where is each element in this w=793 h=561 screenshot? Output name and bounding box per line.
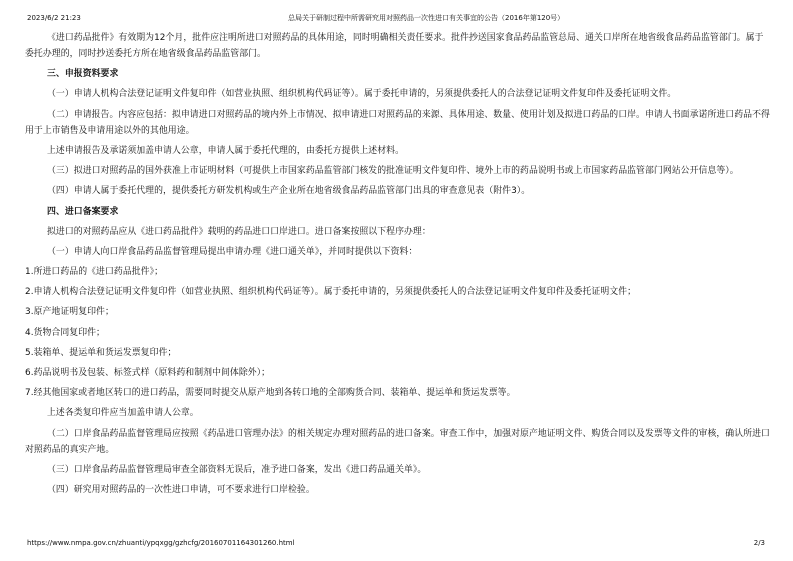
paragraph: 5.装箱单、提运单和货运发票复印件； (25, 347, 177, 358)
paragraph: 6.药品说明书及包装、标签式样（原料药和制剂中间体除外）； (25, 368, 271, 378)
paragraph: （二）口岸食品药品监督管理局应按照《药品进口管理办法》的相关规定办理对照药品的进口备案。审查工作中，加强对原产地证明文件、购货合同以及发票等文件的审核，确认所进口对照药品的真实产地。 (25, 428, 770, 455)
source-url[interactable]: https://www.nmpa.gov.cn/zhuanti/ypqxgg/gzhcfg/20160701164301260.html (27, 539, 295, 547)
page-footer (0, 537, 793, 549)
paragraph: （二）申请报告。内容应包括：拟申请进口对照药品的境内外上市情况、拟申请进口对照药品的来源、具体用途、数量、使用计划及拟进口药品的口岸。申请人书面承诺所进口药品不得用于上市销售及申请用途以外的其他用途。 (25, 109, 770, 136)
paragraph: （一）申请人机构合法登记证明文件复印件（如营业执照、组织机构代码证等）。属于委托申请的，另须提供委托人的合法登记证明文件复印件及委托证明文件。 (47, 89, 677, 100)
paragraph: （四）研究用对照药品的一次性进口申请，可不要求进行口岸检验。 (47, 485, 315, 496)
page-header (0, 12, 793, 24)
paragraph: （三）拟进口对照药品的国外获准上市证明材料（可提供上市国家药品监管部门核发的批准证明文件复印件、境外上市的药品说明书或上市国家药品监管部门网站公开信息等）。 (47, 166, 739, 177)
paragraph: 4.货物合同复印件； (25, 327, 105, 338)
paragraph: 上述各类复印件应当加盖申请人公章。 (47, 408, 199, 419)
paragraph: 《进口药品批件》有效期为12个月，批件应注明所进口对照药品的具体用途，同时明确相关责任要求。批件抄送国家食品药品监管总局、通关口岸所在地省级食品药品监管部门。属于委托办理的，同时抄送委托方所在地省级食品药品监管部门。 (25, 33, 764, 60)
paragraph: （三）口岸食品药品监督管理局审查全部资料无误后，准予进口备案，发出《进口药品通关单》。 (47, 464, 427, 475)
section-heading: 四、进口备案要求 (47, 206, 119, 217)
paragraph: 2.申请人机构合法登记证明文件复印件（如营业执照、组织机构代码证等）。属于委托申请的，另须提供委托人的合法登记证明文件复印件及委托证明文件； (25, 287, 637, 298)
page-header-title: 总局关于研制过程中所需研究用对照药品一次性进口有关事宜的公告（2016年第120号） (288, 14, 565, 22)
paragraph: 3.原产地证明复印件； (25, 307, 114, 318)
paragraph: 1.所进口药品的《进口药品批件》； (25, 267, 163, 278)
paragraph: 拟进口的对照药品应从《进口药品批件》载明的药品进口口岸进口。进口备案按照以下程序办理： (47, 226, 431, 237)
paragraph: （四）申请人属于委托代理的，提供委托方研发机构或生产企业所在地省级食品药品监管部门出具的审查意见表（附件3）。 (47, 186, 531, 197)
paragraph: 上述申请报告及承诺须加盖申请人公章，申请人属于委托代理的，由委托方提供上述材料。 (47, 145, 404, 156)
section-heading: 三、申报资料要求 (47, 69, 119, 80)
print-datetime: 2023/6/2 21:23 (27, 14, 81, 22)
paragraph: 7.经其他国家或者地区转口的进口药品，需要同时提交从原产地到各转口地的全部购货合同、装箱单、提运单和货运发票等。 (25, 388, 516, 399)
document-body (25, 30, 770, 502)
paragraph: （一）申请人向口岸食品药品监督管理局提出申请办理《进口通关单》，并同时提供以下资料： (47, 246, 418, 257)
page-number: 2/3 (753, 539, 765, 547)
